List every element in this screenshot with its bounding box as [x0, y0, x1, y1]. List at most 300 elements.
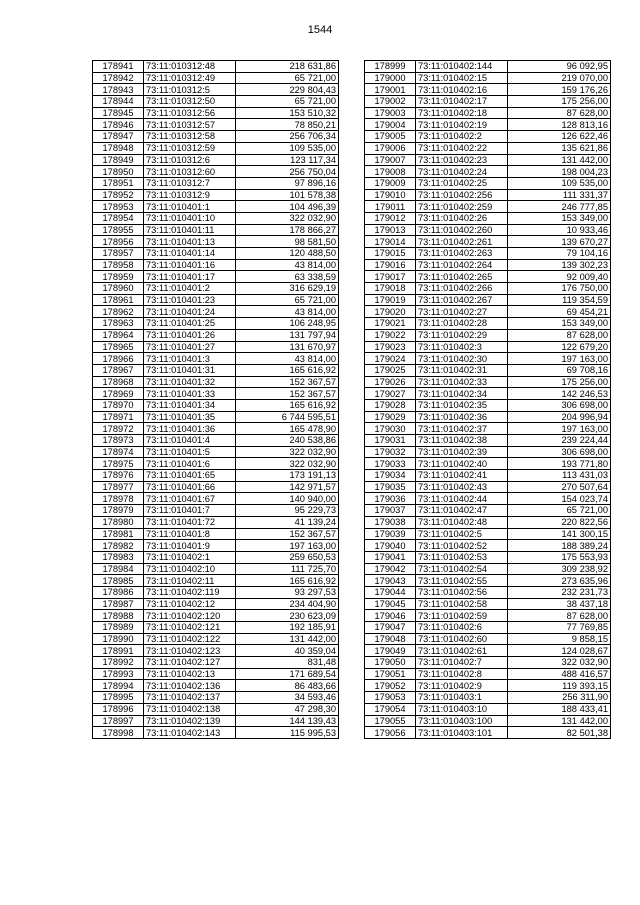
- value-cell: 232 231,73: [508, 586, 611, 598]
- cadastral-number-cell: 73:11:010401:67: [144, 493, 236, 505]
- row-number-cell: 178961: [93, 294, 144, 306]
- row-number-cell: 179001: [365, 84, 416, 96]
- value-cell: 87 628,00: [508, 610, 611, 622]
- value-cell: 119 354,59: [508, 294, 611, 306]
- row-number-cell: 178953: [93, 201, 144, 213]
- value-cell: 140 940,00: [236, 493, 339, 505]
- row-number-cell: 179050: [365, 657, 416, 669]
- cadastral-number-cell: 73:11:010402:23: [416, 154, 508, 166]
- value-cell: 65 721,00: [236, 96, 339, 108]
- row-number-cell: 178989: [93, 622, 144, 634]
- value-cell: 153 510,32: [236, 107, 339, 119]
- table-row: [365, 329, 611, 341]
- value-cell: 111 725,70: [236, 563, 339, 575]
- value-cell: 109 535,00: [508, 177, 611, 189]
- table-row: [365, 142, 611, 154]
- table-row: [93, 411, 339, 423]
- value-cell: 101 578,38: [236, 189, 339, 201]
- table-row: [365, 680, 611, 692]
- cadastral-number-cell: 73:11:010401:8: [144, 528, 236, 540]
- value-cell: 173 191,13: [236, 470, 339, 482]
- value-cell: 96 092,95: [508, 61, 611, 73]
- table-row: [365, 224, 611, 236]
- table-row: [365, 586, 611, 598]
- value-cell: 77 769,85: [508, 622, 611, 634]
- row-number-cell: 178947: [93, 131, 144, 143]
- cadastral-number-cell: 73:11:010401:31: [144, 364, 236, 376]
- value-cell: 109 535,00: [236, 142, 339, 154]
- value-cell: 93 297,53: [236, 586, 339, 598]
- row-number-cell: 178968: [93, 376, 144, 388]
- table-row: [93, 680, 339, 692]
- value-cell: 126 622,46: [508, 131, 611, 143]
- cadastral-number-cell: 73:11:010402:44: [416, 493, 508, 505]
- value-cell: 123 117,34: [236, 154, 339, 166]
- table-row: [365, 692, 611, 704]
- row-number-cell: 179029: [365, 411, 416, 423]
- table-row: [93, 610, 339, 622]
- row-number-cell: 178976: [93, 470, 144, 482]
- value-cell: 6 744 595,51: [236, 411, 339, 423]
- value-cell: 82 501,38: [508, 727, 611, 739]
- cadastral-number-cell: 73:11:010312:59: [144, 142, 236, 154]
- table-row: [365, 470, 611, 482]
- cadastral-number-cell: 73:11:010401:32: [144, 376, 236, 388]
- value-cell: 95 229,73: [236, 505, 339, 517]
- row-number-cell: 178955: [93, 224, 144, 236]
- row-number-cell: 179048: [365, 633, 416, 645]
- value-cell: 47 298,30: [236, 703, 339, 715]
- table-row: [93, 107, 339, 119]
- table-row: [365, 131, 611, 143]
- value-cell: 152 367,57: [236, 388, 339, 400]
- table-row: [93, 119, 339, 131]
- cadastral-number-cell: 73:11:010401:2: [144, 283, 236, 295]
- table-row: [365, 236, 611, 248]
- row-number-cell: 178981: [93, 528, 144, 540]
- table-row: [93, 493, 339, 505]
- value-cell: 153 349,00: [508, 318, 611, 330]
- table-row: [365, 446, 611, 458]
- row-number-cell: 178943: [93, 84, 144, 96]
- value-cell: 65 721,00: [236, 294, 339, 306]
- row-number-cell: 178941: [93, 61, 144, 73]
- cadastral-number-cell: 73:11:010401:1: [144, 201, 236, 213]
- row-number-cell: 178962: [93, 306, 144, 318]
- value-cell: 234 404,90: [236, 598, 339, 610]
- value-cell: 306 698,00: [508, 399, 611, 411]
- value-cell: 111 331,37: [508, 189, 611, 201]
- table-row: [93, 399, 339, 411]
- row-number-cell: 179002: [365, 96, 416, 108]
- value-cell: 104 496,39: [236, 201, 339, 213]
- page-number: 1544: [307, 24, 333, 36]
- value-cell: 256 311,90: [508, 692, 611, 704]
- value-cell: 69 454,21: [508, 306, 611, 318]
- cadastral-number-cell: 73:11:010312:49: [144, 72, 236, 84]
- value-cell: 192 185,91: [236, 622, 339, 634]
- cadastral-number-cell: 73:11:010402:127: [144, 657, 236, 669]
- table-row: [93, 329, 339, 341]
- value-cell: 270 507,64: [508, 481, 611, 493]
- table-row: [93, 528, 339, 540]
- table-row: [93, 563, 339, 575]
- cadastral-number-cell: 73:11:010401:10: [144, 212, 236, 224]
- table-row: [365, 107, 611, 119]
- value-cell: 488 416,57: [508, 668, 611, 680]
- value-cell: 40 359,04: [236, 645, 339, 657]
- table-row: [93, 84, 339, 96]
- value-cell: 246 777,85: [508, 201, 611, 213]
- value-cell: 171 689,54: [236, 668, 339, 680]
- row-number-cell: 179049: [365, 645, 416, 657]
- row-number-cell: 179007: [365, 154, 416, 166]
- row-number-cell: 179006: [365, 142, 416, 154]
- cadastral-number-cell: 73:11:010402:26: [416, 212, 508, 224]
- row-number-cell: 178997: [93, 715, 144, 727]
- table-row: [365, 657, 611, 669]
- row-number-cell: 179036: [365, 493, 416, 505]
- table-row: [93, 96, 339, 108]
- table-row: [365, 306, 611, 318]
- row-number-cell: 179030: [365, 423, 416, 435]
- row-number-cell: 179035: [365, 481, 416, 493]
- row-number-cell: 179053: [365, 692, 416, 704]
- row-number-cell: 178956: [93, 236, 144, 248]
- cadastral-number-cell: 73:11:010402:38: [416, 435, 508, 447]
- cadastral-number-cell: 73:11:010312:48: [144, 61, 236, 73]
- cadastral-number-cell: 73:11:010402:54: [416, 563, 508, 575]
- table-row: [93, 598, 339, 610]
- row-number-cell: 179003: [365, 107, 416, 119]
- cadastral-number-cell: 73:11:010402:9: [416, 680, 508, 692]
- row-number-cell: 179052: [365, 680, 416, 692]
- cadastral-number-cell: 73:11:010402:7: [416, 657, 508, 669]
- value-cell: 256 706,34: [236, 131, 339, 143]
- row-number-cell: 179018: [365, 283, 416, 295]
- table-row: [93, 364, 339, 376]
- cadastral-number-cell: 73:11:010402:13: [144, 668, 236, 680]
- table-row: [365, 528, 611, 540]
- row-number-cell: 179009: [365, 177, 416, 189]
- cadastral-number-cell: 73:11:010401:7: [144, 505, 236, 517]
- table-row: [365, 212, 611, 224]
- row-number-cell: 179015: [365, 248, 416, 260]
- cadastral-number-cell: 73:11:010402:260: [416, 224, 508, 236]
- table-row: [365, 633, 611, 645]
- value-cell: 87 628,00: [508, 329, 611, 341]
- value-cell: 87 628,00: [508, 107, 611, 119]
- value-cell: 142 971,57: [236, 481, 339, 493]
- cadastral-number-cell: 73:11:010401:23: [144, 294, 236, 306]
- row-number-cell: 178983: [93, 551, 144, 563]
- row-number-cell: 178966: [93, 353, 144, 365]
- row-number-cell: 178984: [93, 563, 144, 575]
- value-cell: 141 300,15: [508, 528, 611, 540]
- table-row: [93, 668, 339, 680]
- table-row: [365, 271, 611, 283]
- row-number-cell: 179019: [365, 294, 416, 306]
- cadastral-number-cell: 73:11:010402:6: [416, 622, 508, 634]
- cadastral-number-cell: 73:11:010401:72: [144, 516, 236, 528]
- row-number-cell: 178949: [93, 154, 144, 166]
- table-row: [93, 540, 339, 552]
- table-row: [93, 516, 339, 528]
- cadastral-number-cell: 73:11:010402:61: [416, 645, 508, 657]
- row-number-cell: 179041: [365, 551, 416, 563]
- cadastral-number-cell: 73:11:010401:5: [144, 446, 236, 458]
- value-cell: 273 635,96: [508, 575, 611, 587]
- row-number-cell: 179031: [365, 435, 416, 447]
- cadastral-number-cell: 73:11:010402:139: [144, 715, 236, 727]
- row-number-cell: 178948: [93, 142, 144, 154]
- cadastral-number-cell: 73:11:010402:28: [416, 318, 508, 330]
- table-row: [93, 575, 339, 587]
- cadastral-number-cell: 73:11:010402:143: [144, 727, 236, 739]
- cadastral-number-cell: 73:11:010312:56: [144, 107, 236, 119]
- cadastral-number-cell: 73:11:010312:7: [144, 177, 236, 189]
- cadastral-number-cell: 73:11:010401:25: [144, 318, 236, 330]
- value-cell: 43 814,00: [236, 306, 339, 318]
- cadastral-number-cell: 73:11:010312:9: [144, 189, 236, 201]
- table-row: [365, 364, 611, 376]
- row-number-cell: 179012: [365, 212, 416, 224]
- table-row: [365, 516, 611, 528]
- table-row: [365, 72, 611, 84]
- value-cell: 69 708,16: [508, 364, 611, 376]
- row-number-cell: 178958: [93, 259, 144, 271]
- value-cell: 831,48: [236, 657, 339, 669]
- cadastral-number-cell: 73:11:010312:50: [144, 96, 236, 108]
- value-cell: 106 248,95: [236, 318, 339, 330]
- table-row: [93, 72, 339, 84]
- value-cell: 322 032,90: [236, 446, 339, 458]
- row-number-cell: 179013: [365, 224, 416, 236]
- row-number-cell: 178988: [93, 610, 144, 622]
- table-row: [93, 551, 339, 563]
- cadastral-number-cell: 73:11:010402:29: [416, 329, 508, 341]
- cadastral-number-cell: 73:11:010402:59: [416, 610, 508, 622]
- value-cell: 197 163,00: [508, 423, 611, 435]
- cadastral-number-cell: 73:11:010402:15: [416, 72, 508, 84]
- cadastral-number-cell: 73:11:010402:2: [416, 131, 508, 143]
- row-number-cell: 179023: [365, 341, 416, 353]
- value-cell: 193 771,80: [508, 458, 611, 470]
- row-number-cell: 178972: [93, 423, 144, 435]
- table-row: [365, 119, 611, 131]
- row-number-cell: 178945: [93, 107, 144, 119]
- cadastral-number-cell: 73:11:010402:122: [144, 633, 236, 645]
- cadastral-number-cell: 73:11:010312:5: [144, 84, 236, 96]
- value-cell: 131 442,00: [236, 633, 339, 645]
- table-row: [93, 727, 339, 739]
- row-number-cell: 179056: [365, 727, 416, 739]
- table-row: [365, 84, 611, 96]
- value-cell: 220 822,56: [508, 516, 611, 528]
- row-number-cell: 178965: [93, 341, 144, 353]
- table-row: [93, 353, 339, 365]
- cadastral-number-cell: 73:11:010312:57: [144, 119, 236, 131]
- cadastral-number-cell: 73:11:010401:6: [144, 458, 236, 470]
- table-row: [365, 318, 611, 330]
- value-cell: 43 814,00: [236, 259, 339, 271]
- row-number-cell: 179054: [365, 703, 416, 715]
- cadastral-number-cell: 73:11:010402:36: [416, 411, 508, 423]
- cadastral-number-cell: 73:11:010402:33: [416, 376, 508, 388]
- row-number-cell: 179042: [365, 563, 416, 575]
- table-row: [93, 154, 339, 166]
- table-row: [93, 435, 339, 447]
- table-row: [93, 131, 339, 143]
- row-number-cell: 179051: [365, 668, 416, 680]
- value-cell: 119 393,15: [508, 680, 611, 692]
- table-row: [93, 586, 339, 598]
- table-row: [365, 259, 611, 271]
- table-row: [365, 294, 611, 306]
- table-row: [365, 715, 611, 727]
- cadastral-number-cell: 73:11:010402:121: [144, 622, 236, 634]
- table-row: [93, 622, 339, 634]
- table-row: [93, 505, 339, 517]
- table-row: [365, 96, 611, 108]
- registry-table-right: [364, 60, 611, 739]
- cadastral-number-cell: 73:11:010402:123: [144, 645, 236, 657]
- row-number-cell: 178951: [93, 177, 144, 189]
- value-cell: 159 176,26: [508, 84, 611, 96]
- table-row: [93, 470, 339, 482]
- cadastral-number-cell: 73:11:010402:27: [416, 306, 508, 318]
- table-row: [93, 259, 339, 271]
- cadastral-number-cell: 73:11:010402:259: [416, 201, 508, 213]
- row-number-cell: 178952: [93, 189, 144, 201]
- table-row: [365, 563, 611, 575]
- row-number-cell: 178990: [93, 633, 144, 645]
- table-row: [93, 645, 339, 657]
- row-number-cell: 179010: [365, 189, 416, 201]
- cadastral-number-cell: 73:11:010403:10: [416, 703, 508, 715]
- value-cell: 188 433,41: [508, 703, 611, 715]
- table-row: [93, 423, 339, 435]
- value-cell: 38 437,18: [508, 598, 611, 610]
- value-cell: 122 679,20: [508, 341, 611, 353]
- table-row: [93, 458, 339, 470]
- row-number-cell: 178992: [93, 657, 144, 669]
- cadastral-number-cell: 73:11:010402:263: [416, 248, 508, 260]
- value-cell: 178 866,27: [236, 224, 339, 236]
- table-row: [365, 435, 611, 447]
- cadastral-number-cell: 73:11:010312:6: [144, 154, 236, 166]
- value-cell: 230 623,09: [236, 610, 339, 622]
- value-cell: 306 698,00: [508, 446, 611, 458]
- cadastral-number-cell: 73:11:010402:37: [416, 423, 508, 435]
- value-cell: 142 246,53: [508, 388, 611, 400]
- table-row: [365, 189, 611, 201]
- row-number-cell: 178974: [93, 446, 144, 458]
- row-number-cell: 178999: [365, 61, 416, 73]
- row-number-cell: 178944: [93, 96, 144, 108]
- table-row: [93, 341, 339, 353]
- row-number-cell: 179027: [365, 388, 416, 400]
- row-number-cell: 179014: [365, 236, 416, 248]
- value-cell: 131 797,94: [236, 329, 339, 341]
- row-number-cell: 179037: [365, 505, 416, 517]
- table-row: [93, 481, 339, 493]
- row-number-cell: 179034: [365, 470, 416, 482]
- value-cell: 92 009,40: [508, 271, 611, 283]
- cadastral-number-cell: 73:11:010402:48: [416, 516, 508, 528]
- table-row: [93, 189, 339, 201]
- value-cell: 128 813,16: [508, 119, 611, 131]
- cadastral-number-cell: 73:11:010402:264: [416, 259, 508, 271]
- row-number-cell: 178970: [93, 399, 144, 411]
- value-cell: 316 629,19: [236, 283, 339, 295]
- row-number-cell: 179024: [365, 353, 416, 365]
- value-cell: 239 224,44: [508, 435, 611, 447]
- value-cell: 135 621,86: [508, 142, 611, 154]
- value-cell: 139 670,27: [508, 236, 611, 248]
- row-number-cell: 178967: [93, 364, 144, 376]
- value-cell: 86 483,66: [236, 680, 339, 692]
- row-number-cell: 178979: [93, 505, 144, 517]
- row-number-cell: 179040: [365, 540, 416, 552]
- cadastral-number-cell: 73:11:010402:119: [144, 586, 236, 598]
- row-number-cell: 178993: [93, 668, 144, 680]
- row-number-cell: 179043: [365, 575, 416, 587]
- row-number-cell: 178998: [93, 727, 144, 739]
- row-number-cell: 178969: [93, 388, 144, 400]
- cadastral-number-cell: 73:11:010402:52: [416, 540, 508, 552]
- table-row: [365, 61, 611, 73]
- table-row: [365, 493, 611, 505]
- cadastral-number-cell: 73:11:010312:60: [144, 166, 236, 178]
- row-number-cell: 179039: [365, 528, 416, 540]
- value-cell: 165 616,92: [236, 399, 339, 411]
- row-number-cell: 178987: [93, 598, 144, 610]
- value-cell: 34 593,46: [236, 692, 339, 704]
- value-cell: 41 139,24: [236, 516, 339, 528]
- value-cell: 197 163,00: [508, 353, 611, 365]
- table-row: [93, 294, 339, 306]
- row-number-cell: 178978: [93, 493, 144, 505]
- row-number-cell: 178994: [93, 680, 144, 692]
- value-cell: 124 028,67: [508, 645, 611, 657]
- value-cell: 10 933,46: [508, 224, 611, 236]
- cadastral-number-cell: 73:11:010401:3: [144, 353, 236, 365]
- cadastral-number-cell: 73:11:010401:11: [144, 224, 236, 236]
- table-row: [365, 353, 611, 365]
- cadastral-number-cell: 73:11:010401:17: [144, 271, 236, 283]
- table-row: [365, 575, 611, 587]
- table-row: [93, 633, 339, 645]
- value-cell: 65 721,00: [236, 72, 339, 84]
- value-cell: 79 104,16: [508, 248, 611, 260]
- row-number-cell: 179020: [365, 306, 416, 318]
- value-cell: 218 631,86: [236, 61, 339, 73]
- row-number-cell: 178950: [93, 166, 144, 178]
- row-number-cell: 178959: [93, 271, 144, 283]
- cadastral-number-cell: 73:11:010402:137: [144, 692, 236, 704]
- cadastral-number-cell: 73:11:010402:53: [416, 551, 508, 563]
- row-number-cell: 179016: [365, 259, 416, 271]
- value-cell: 309 238,92: [508, 563, 611, 575]
- value-cell: 154 023,74: [508, 493, 611, 505]
- table-row: [93, 715, 339, 727]
- row-number-cell: 179046: [365, 610, 416, 622]
- table-row: [93, 692, 339, 704]
- table-row: [93, 376, 339, 388]
- row-number-cell: 178995: [93, 692, 144, 704]
- row-number-cell: 178977: [93, 481, 144, 493]
